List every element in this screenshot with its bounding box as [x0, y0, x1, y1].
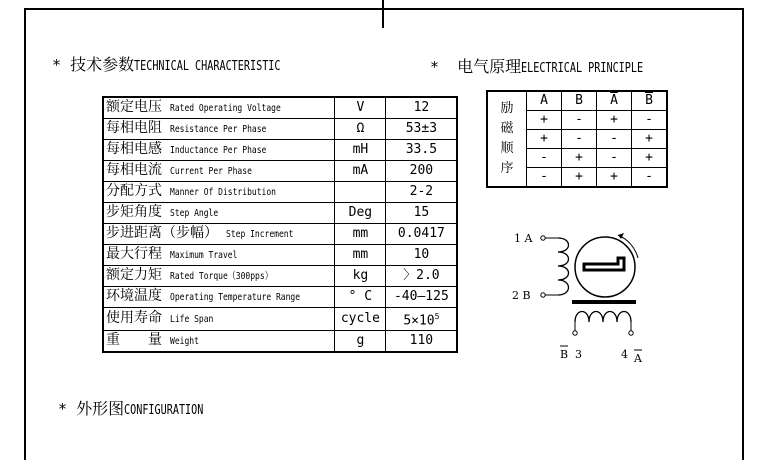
sequence-label-char: 序: [500, 161, 514, 176]
spec-name-en: Weight: [169, 336, 199, 348]
spec-row: [103, 245, 457, 266]
spec-name-cn: 环境温度: [106, 288, 162, 304]
sequence-label-char: 磁: [500, 121, 514, 136]
spec-value-text: 110: [409, 333, 434, 349]
sequence-cell: -: [632, 111, 668, 130]
spec-row: [103, 119, 457, 140]
spec-row: [103, 287, 457, 308]
sequence-cell: -: [597, 130, 632, 149]
spec-row: [103, 97, 457, 119]
spec-name: [103, 182, 335, 203]
spec-value-text: 33.5: [405, 142, 438, 157]
spec-name: [103, 287, 335, 308]
spec-value: [386, 224, 458, 245]
spec-value: [386, 331, 458, 353]
coil-ab: [558, 238, 569, 295]
rotor-bar: [584, 258, 624, 270]
pin3-phase-label: B: [560, 348, 569, 361]
spec-value: [386, 119, 458, 140]
spec-name-cn: 重 量: [106, 332, 162, 349]
spec-name-cn: 每相电感: [106, 141, 162, 157]
spec-name-cn: 最大行程: [106, 246, 162, 262]
pin4-terminal: [629, 331, 633, 335]
spec-row: [103, 308, 457, 331]
spec-name-en: Rated Torque（300pps）: [169, 271, 273, 282]
spec-name: [103, 97, 335, 119]
sequence-cell: +: [527, 130, 562, 149]
sequence-cell: -: [527, 168, 562, 188]
coil-ba: [575, 312, 631, 323]
spec-name: [103, 224, 335, 245]
spec-name-en: Current Per Phase: [169, 166, 252, 177]
bullet: *: [430, 58, 440, 76]
spec-name-cn: 额定力矩: [106, 267, 162, 283]
phase-header-text: $\overline{A}$: [610, 93, 618, 108]
configuration-heading-en: CONFIGURATION: [124, 403, 204, 418]
spec-unit: Deg: [335, 203, 386, 224]
spec-value: [386, 266, 458, 287]
spec-name-en: Resistance Per Phase: [169, 124, 267, 135]
pin2-terminal: [541, 293, 545, 297]
pin4-phase-label: A: [634, 352, 642, 365]
sequence-cell: -: [562, 111, 597, 130]
spec-value-exponent: 5: [434, 312, 440, 321]
phase-header: [632, 91, 668, 111]
phase-header: [597, 91, 632, 111]
pin3-label: 3: [575, 348, 582, 361]
spec-unit: kg: [335, 266, 386, 287]
spec-unit: mA: [335, 161, 386, 182]
phase-header-text: $\overline{B}$: [645, 93, 653, 108]
spec-unit: mm: [335, 224, 386, 245]
spec-name: [103, 331, 335, 353]
sequence-label: [487, 91, 527, 187]
sequence-cell: +: [632, 130, 668, 149]
pin3-terminal: [573, 331, 577, 335]
spec-name-cn: 每相电阻: [106, 120, 162, 136]
spec-value: [386, 182, 458, 203]
spec-table: [102, 96, 458, 353]
bullet: *: [52, 56, 62, 74]
sequence-header-row: [487, 91, 667, 111]
spec-unit: V: [335, 97, 386, 119]
sequence-cell: -: [562, 130, 597, 149]
spec-name-en: Inductance Per Phase: [169, 145, 267, 156]
spec-name: [103, 308, 335, 331]
pin2-label: 2 B: [512, 289, 531, 302]
sequence-cell: +: [632, 149, 668, 168]
sequence-cell: +: [527, 111, 562, 130]
spec-value-text: 53±3: [405, 121, 438, 136]
configuration-heading: [58, 396, 226, 419]
spec-name-cn: 步进距离（步幅）: [106, 225, 218, 241]
pin4-label: 4: [621, 348, 628, 361]
spec-name-en: Rated Operating Voltage: [169, 103, 281, 114]
spec-unit: Ω: [335, 119, 386, 140]
spec-value: [386, 245, 458, 266]
phase-header-text: B: [575, 93, 583, 108]
electrical-heading-en: ELECTRICAL PRINCIPLE: [521, 61, 644, 76]
spec-unit: g: [335, 331, 386, 353]
excitation-sequence-table: [486, 90, 668, 188]
spec-name: [103, 245, 335, 266]
spec-value-text: 〉2.0: [403, 268, 440, 283]
technical-heading: [52, 52, 322, 75]
spec-name: [103, 161, 335, 182]
spec-value: [386, 308, 458, 331]
spec-value: [386, 287, 458, 308]
pin1-label: 1 A: [514, 232, 533, 245]
spec-name-cn: 每相电流: [106, 162, 162, 178]
spec-value-text: 200: [409, 163, 434, 178]
spec-name: [103, 266, 335, 287]
top-tick-mark: [382, 0, 384, 28]
spec-value-text: 0.0417: [397, 226, 445, 241]
spec-row: [103, 140, 457, 161]
phase-header: [527, 91, 562, 111]
spec-name-cn: 分配方式: [106, 183, 162, 199]
sequence-cell: -: [527, 149, 562, 168]
spec-row: [103, 224, 457, 245]
spec-value-text: 12: [413, 100, 430, 115]
spec-unit: [335, 182, 386, 203]
spec-row: [103, 266, 457, 287]
spec-value: [386, 203, 458, 224]
spec-name-en: Step Angle: [169, 208, 219, 219]
spec-name: [103, 119, 335, 140]
sequence-cell: +: [597, 111, 632, 130]
spec-name-en: Maximum Travel: [169, 250, 238, 261]
spec-name-en: Operating Temperature Range: [169, 292, 300, 303]
bullet: *: [58, 400, 68, 418]
spec-name-cn: 步矩角度: [106, 204, 162, 220]
spec-value: [386, 161, 458, 182]
spec-name: [103, 203, 335, 224]
spec-name-cn: 额定电压: [106, 99, 162, 115]
spec-value-text: 2-2: [409, 184, 434, 199]
sequence-cell: -: [597, 149, 632, 168]
spec-value-text: -40—125: [393, 289, 449, 304]
spec-unit: cycle: [335, 308, 386, 331]
spec-value-text: 5×10: [403, 313, 435, 329]
sequence-label-char: 励: [500, 101, 514, 116]
spec-unit: ° C: [335, 287, 386, 308]
spec-row: [103, 182, 457, 203]
spec-unit: mH: [335, 140, 386, 161]
phase-header: [562, 91, 597, 111]
spec-name-cn: 使用寿命: [106, 310, 162, 327]
wiring-diagram: [500, 220, 660, 370]
spec-name-en: Life Span: [169, 314, 214, 326]
spec-row: [103, 331, 457, 353]
spec-value: [386, 97, 458, 119]
technical-heading-cn: 技术参数: [70, 55, 135, 74]
sequence-cell: +: [562, 149, 597, 168]
spec-name-en: Manner Of Distribution: [169, 187, 276, 198]
electrical-heading: [430, 54, 678, 77]
sequence-label-char: 顺: [500, 141, 514, 156]
spec-name-en: Step Increment: [225, 229, 294, 240]
configuration-heading-cn: 外形图: [76, 399, 125, 418]
technical-heading-en: TECHNICAL CHARACTERISTIC: [134, 59, 281, 74]
spec-row: [103, 161, 457, 182]
sequence-cell: +: [597, 168, 632, 188]
spec-value: [386, 140, 458, 161]
sequence-cell: -: [632, 168, 668, 188]
pin1-terminal: [541, 236, 545, 240]
sequence-cell: +: [562, 168, 597, 188]
spec-name: [103, 140, 335, 161]
spec-row: [103, 203, 457, 224]
spec-value-text: 15: [413, 205, 430, 220]
electrical-heading-cn: 电气原理: [457, 57, 522, 76]
phase-header-text: A: [540, 93, 548, 108]
spec-value-text: 10: [413, 247, 430, 262]
spec-unit: mm: [335, 245, 386, 266]
